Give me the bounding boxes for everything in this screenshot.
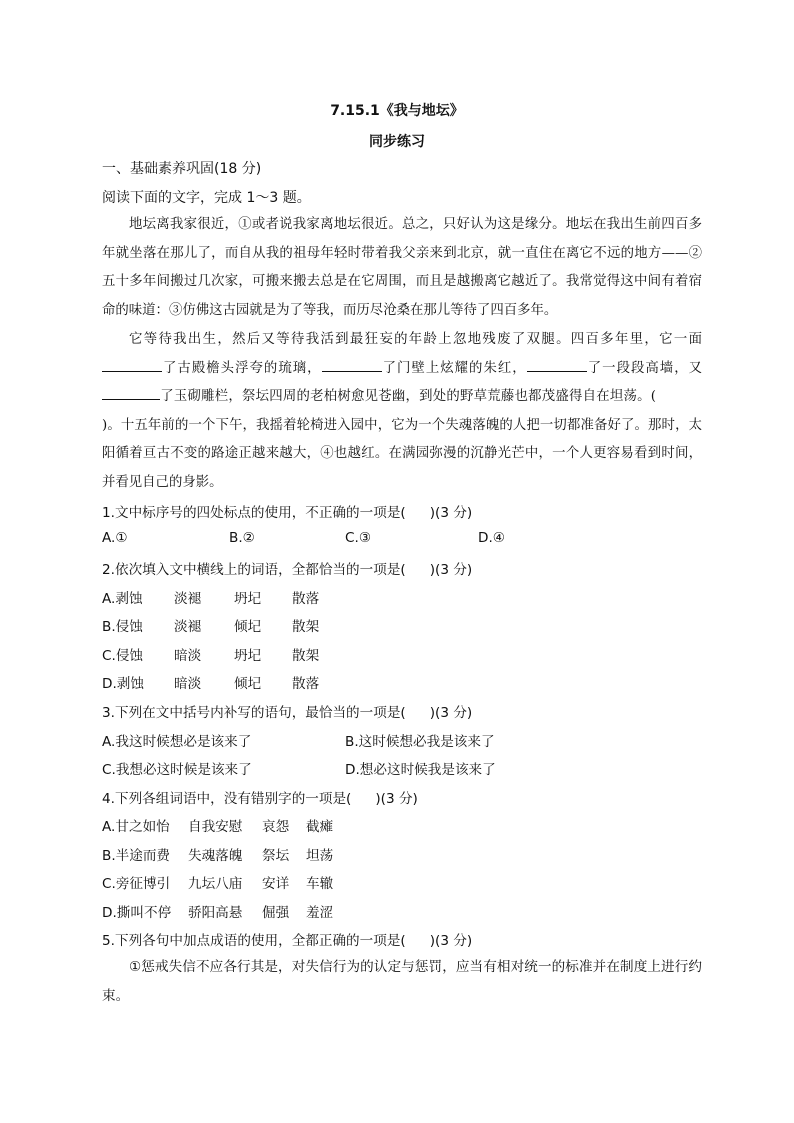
passage-p2-text-d: 了一段段高墙，又 bbox=[586, 360, 703, 376]
question-3-option-a: A.我这时候想必是该来了 bbox=[102, 734, 252, 750]
question-4-text: 4.下列各组词语中，没有错别字的一项是( bbox=[102, 791, 352, 807]
section-heading: 一、基础素养巩固(18 分) bbox=[102, 161, 262, 177]
passage-paragraph-2 bbox=[102, 326, 702, 498]
question-1-option-b: B.② bbox=[229, 530, 255, 546]
question-2-text: 2.依次填入文中横线上的词语，全都恰当的一项是( bbox=[102, 562, 406, 578]
question-3-score: )(3 分) bbox=[429, 705, 473, 721]
question-4-option-a: A.甘之如怡 自我安慰 哀怨 截瘫 bbox=[102, 819, 334, 835]
question-3-option-d: D.想必这时候我是该来了 bbox=[345, 762, 496, 778]
question-1-option-a: A.① bbox=[102, 530, 128, 546]
question-2-option-a: A.剥蚀 淡褪 坍圮 散落 bbox=[102, 591, 320, 607]
question-4-option-c: C.旁征博引 九坛八庙 安详 车辙 bbox=[102, 876, 334, 892]
passage-p2-text-f: )。十五年前的一个下午，我摇着轮椅进入园中，它为一个失魂落魄的人把一切都准备好了。那时，太阳循着亘古不变的路途正越来越大，④也越红。在满园弥漫的沉静光芒中，一个人更容易看到时间，并看见自己的身影。 bbox=[102, 417, 702, 490]
question-3-text: 3.下列在文中括号内补写的语句，最恰当的一项是( bbox=[102, 705, 406, 721]
question-2-option-d: D.剥蚀 暗淡 倾圮 散落 bbox=[102, 676, 320, 692]
fill-blank-4 bbox=[102, 387, 160, 400]
fill-blank-2 bbox=[322, 359, 382, 372]
question-5-stem bbox=[102, 929, 472, 949]
question-5-score: )(3 分) bbox=[429, 933, 473, 949]
question-4-option-b: B.半途而费 失魂落魄 祭坛 坦荡 bbox=[102, 848, 334, 864]
page-title: 7.15.1《我与地坛》 bbox=[330, 103, 464, 119]
question-3-option-b: B.这时候想必我是该来了 bbox=[345, 734, 495, 750]
question-1-option-c: C.③ bbox=[345, 530, 371, 546]
question-3-stem bbox=[102, 701, 472, 721]
question-4-stem bbox=[102, 787, 418, 807]
reading-instruction: 阅读下面的文字，完成 1～3 题。 bbox=[102, 190, 311, 206]
question-3-option-c: C.我想必这时候是该来了 bbox=[102, 762, 252, 778]
question-1-option-d: D.④ bbox=[478, 530, 505, 546]
passage-p2-text-e: 了玉砌雕栏，祭坛四周的老柏树愈见苍幽，到处的野草荒藤也都茂盛得自在坦荡。( bbox=[160, 389, 656, 405]
question-1-score: )(3 分) bbox=[429, 505, 473, 521]
question-5-text: 5.下列各句中加点成语的使用，全都正确的一项是( bbox=[102, 933, 406, 949]
passage-p2-text-a: 它等待我出生，然后又等待我活到最狂妄的年龄上忽地残废了双腿。四百多年里，它一面 bbox=[129, 332, 702, 347]
passage-p2-text-c: 了门壁上炫耀的朱红， bbox=[381, 360, 527, 376]
page-subtitle: 同步练习 bbox=[369, 134, 425, 150]
question-2-option-b: B.侵蚀 淡褪 倾圮 散架 bbox=[102, 619, 320, 635]
question-4-option-d: D.撕叫不停 骄阳高悬 倔强 羞涩 bbox=[102, 905, 334, 921]
question-1-stem bbox=[102, 501, 472, 521]
question-5-sentence-1: ①惩戒失信不应各行其是，对失信行为的认定与惩罚，应当有相对统一的标准并在制度上进行约束。 bbox=[102, 959, 702, 1004]
question-2-stem bbox=[102, 558, 472, 578]
question-2-option-c: C.侵蚀 暗淡 坍圮 散架 bbox=[102, 648, 320, 664]
passage-p2-text-b: 了古殿檐头浮夸的琉璃， bbox=[162, 360, 322, 376]
fill-blank-3 bbox=[527, 359, 587, 372]
passage-paragraph-1: 地坛离我家很近，①或者说我家离地坛很近。总之，只好认为这是缘分。地坛在我出生前四百多年就坐落在那儿了，而自从我的祖母年轻时带着我父亲来到北京，就一直住在离它不远的地方——②五十多年间搬过几次家，可搬来搬去总是在它周围，而且是越搬离它越近了。我常觉得这中间有着宿命的味道：③仿佛这古园就是为了等我，而历尽沧桑在那儿等待了四百多年。 bbox=[102, 217, 702, 318]
question-1-text: 1.文中标序号的四处标点的使用，不正确的一项是( bbox=[102, 505, 406, 521]
question-4-score: )(3 分) bbox=[375, 791, 418, 807]
fill-blank-1 bbox=[102, 359, 162, 372]
question-2-score: )(3 分) bbox=[429, 562, 473, 578]
